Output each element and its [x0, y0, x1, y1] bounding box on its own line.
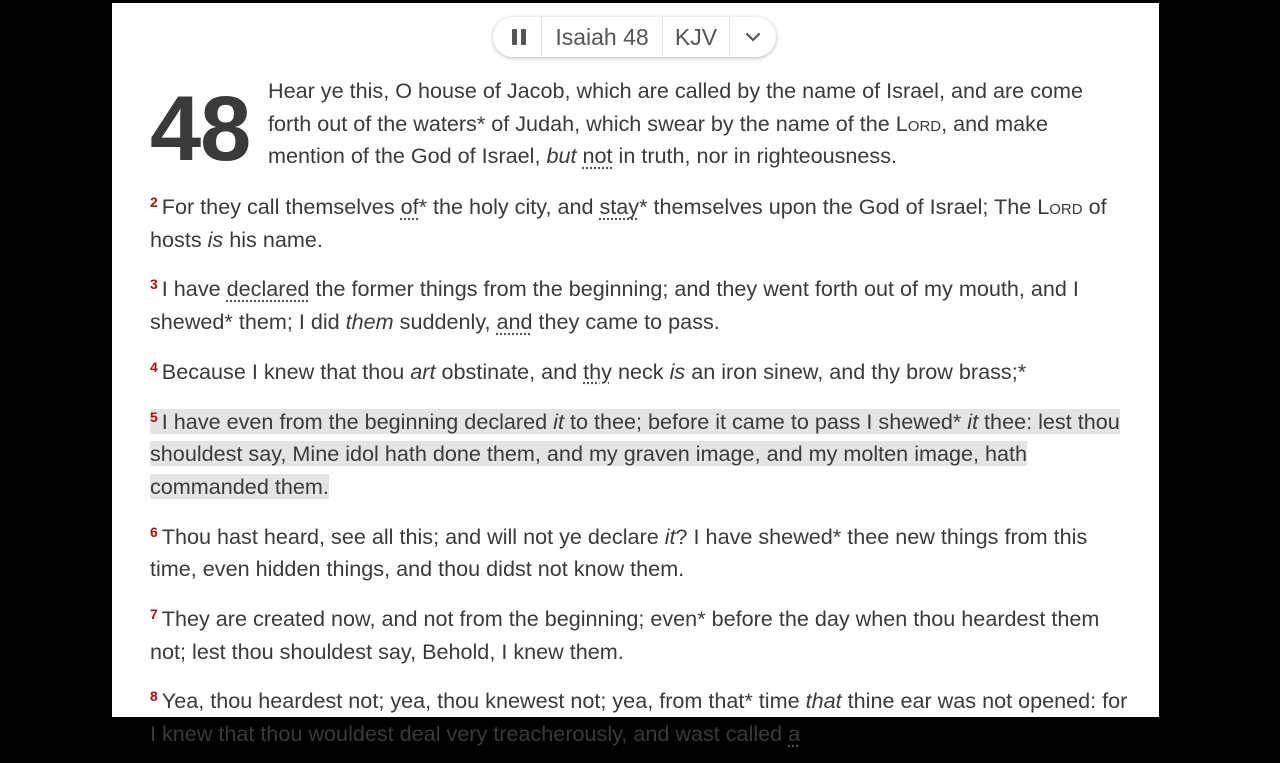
- chapter-text: [150, 75, 1130, 763]
- verse-3[interactable]: [150, 268, 1130, 338]
- verse-text: Because I knew that thou art obstinate, and thy neck is an iron sinew, and thy brow brass;*: [161, 358, 1027, 384]
- verse-number: 5: [150, 408, 158, 425]
- pause-icon: [511, 28, 527, 46]
- verse-text: Yea, thou heardest not; yea, thou knewest not; yea, from that* time that thine ear was not opened: for I knew that thou wouldest deal very treacherously, and wast called a: [150, 688, 1128, 747]
- verse-number: 7: [150, 606, 158, 623]
- verse-text: I have declared the former things from the beginning; and they went forth out of my mouth, and I shewed* them; I did them suddenly, and they came to pass.: [150, 276, 1079, 335]
- chapter-opening: [150, 75, 1130, 180]
- verse-text: For they call themselves of* the holy city, and stay* themselves upon the God of Israel; The Lord of hosts is his name.: [150, 194, 1107, 252]
- verse-4[interactable]: [150, 351, 1130, 389]
- verse-number: 4: [150, 358, 158, 375]
- verse-number: 6: [150, 523, 158, 540]
- pause-button[interactable]: [493, 17, 541, 57]
- reader-toolbar: [493, 17, 776, 57]
- verse-5[interactable]: [150, 401, 1130, 504]
- verse-number: 3: [150, 276, 158, 293]
- verse-number: 2: [150, 194, 158, 210]
- verse-text: I have even from the beginning declared it to thee; before it came to pass I shewed* it thee: lest thou shouldest say, Mine idol hath done them, and my graven image, and my molten image, hath commanded them.: [150, 408, 1120, 499]
- book-chapter-selector[interactable]: Isaiah 48: [555, 23, 649, 50]
- verse-list: [150, 186, 1130, 751]
- verse-1[interactable]: Hear ye this, O house of Jacob, which are called by the name of Israel, and are come forth out of the waters* of Judah, which swear by the name of the Lord, and make mention of the God of Israel, but not in truth, nor in righteousness.: [268, 78, 1083, 169]
- verse-7[interactable]: [150, 598, 1130, 668]
- chevron-down-icon: [745, 32, 761, 42]
- version-selector[interactable]: KJV: [674, 23, 718, 50]
- verse-2[interactable]: [150, 186, 1130, 256]
- more-options-button[interactable]: [730, 17, 776, 57]
- verse-text: They are created now, and not from the beginning; even* before the day when thou heardest them not; lest thou shouldest say, Behold, I knew them.: [150, 606, 1100, 664]
- chapter-number: 48: [150, 78, 251, 180]
- verse-text: Thou hast heard, see all this; and will not ye declare it? I have shewed* thee new things from this time, even hidden things, and thou didst not know them.: [150, 523, 1088, 582]
- verse-number: 8: [150, 688, 158, 705]
- verse-8[interactable]: [150, 680, 1130, 750]
- verse-6[interactable]: [150, 516, 1130, 586]
- reader-page: [112, 3, 1159, 747]
